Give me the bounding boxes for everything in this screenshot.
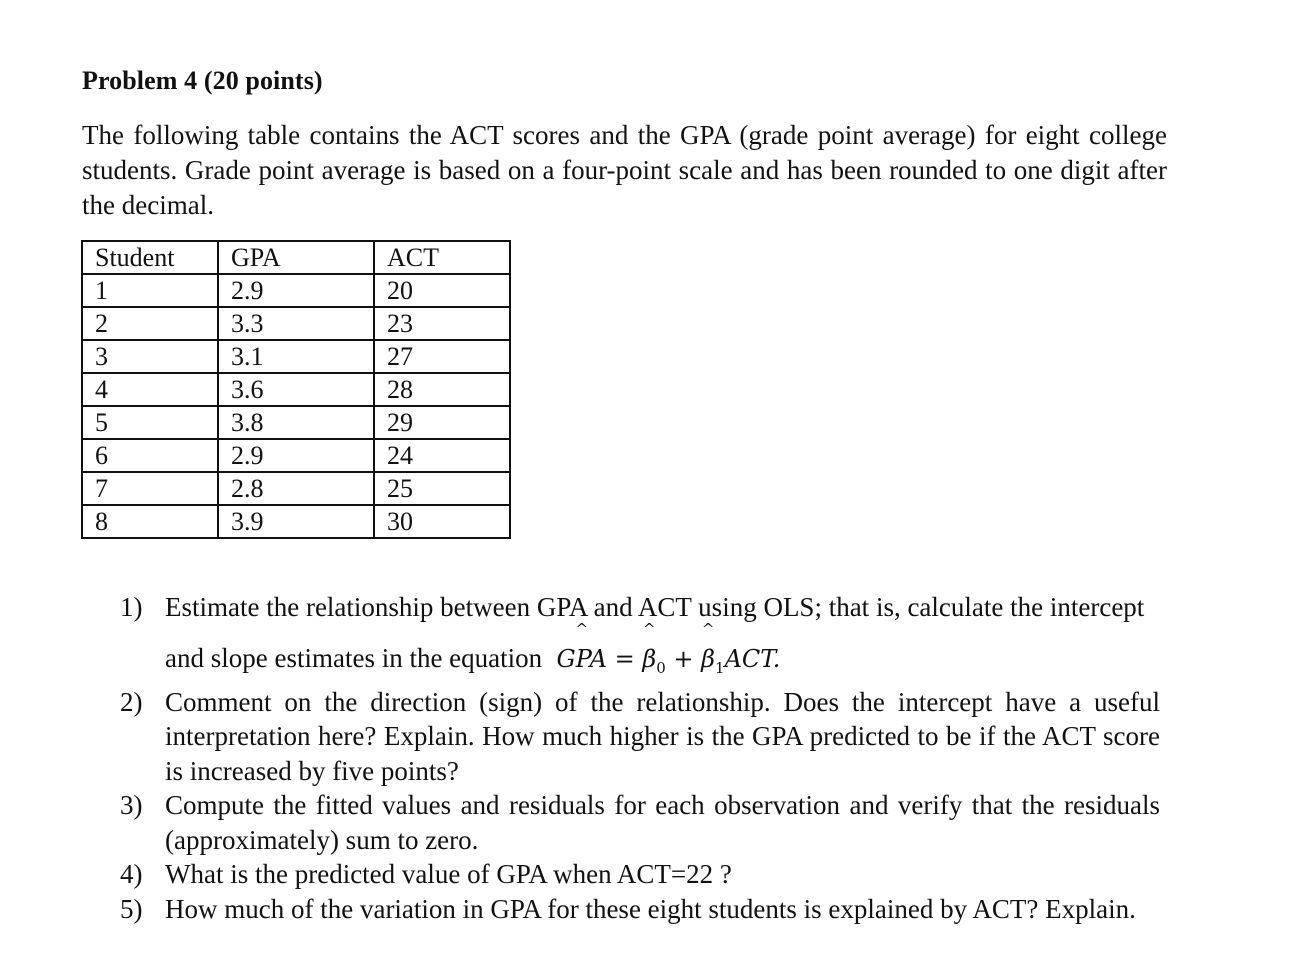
hat-accent: ^ (643, 619, 656, 638)
question-text: Estimate the relationship between GPA and ACT using OLS; that is, calculate the intercept (165, 592, 1145, 622)
question-continuation (165, 619, 1160, 685)
table-cell: 2.8 (218, 472, 374, 505)
beta0-symbol: β (642, 644, 657, 673)
table-row (82, 307, 510, 340)
table-cell: 23 (374, 307, 510, 340)
table-row (82, 373, 510, 406)
table-row (82, 340, 510, 373)
table-cell: 28 (374, 373, 510, 406)
equation-period: . (772, 644, 781, 673)
table-row (82, 505, 510, 538)
table-cell: 5 (82, 406, 218, 439)
column-header: Student (82, 241, 218, 274)
question-text: How much of the variation in GPA for these eight students is explained by ACT? Explain. (165, 893, 1136, 924)
question-text: What is the predicted value of GPA when ACT=22 ? (165, 859, 732, 890)
table-cell: 3.6 (218, 373, 374, 406)
data-table (81, 240, 511, 539)
beta0-hat (642, 619, 657, 677)
table-row (82, 472, 510, 505)
question-item (120, 788, 1160, 857)
equation-variable: ACT (724, 644, 773, 673)
table-cell: 3.1 (218, 340, 374, 373)
table-cell: 25 (374, 472, 510, 505)
table-cell: 2.9 (218, 439, 374, 472)
table-cell: 2.9 (218, 274, 374, 307)
hat-accent: ^ (701, 619, 715, 638)
column-header: GPA (218, 241, 374, 274)
question-item (120, 857, 1160, 892)
equation-lhs: GPA (556, 644, 607, 673)
question-text: Compute the fitted values and residuals for each observation and verify that the residuals (approximately) sum to zero. (165, 790, 1160, 855)
table-cell: 30 (374, 505, 510, 538)
ols-equation (549, 619, 781, 677)
table-cell: 3.8 (218, 406, 374, 439)
equation-plus: + (665, 644, 702, 673)
question-item (120, 892, 1160, 927)
question-number: 3) (120, 790, 143, 821)
table-cell: 3 (82, 340, 218, 373)
table-header-row (82, 241, 510, 274)
question-number: 5) (120, 893, 143, 924)
question-text: Comment on the direction (sign) of the relationship. Does the intercept have a useful interpretation here? Explain. How much higher is the GPA predicted to be if the ACT score is increased by five points? (165, 686, 1160, 786)
table-cell: 3.9 (218, 505, 374, 538)
problem-title: Problem 4 (20 points) (82, 66, 323, 95)
table-cell: 8 (82, 505, 218, 538)
gpa-hat (556, 619, 607, 677)
table-cell: 6 (82, 439, 218, 472)
beta0-subscript: 0 (656, 658, 666, 677)
table-cell: 1 (82, 274, 218, 307)
column-header: ACT (374, 241, 510, 274)
table-cell: 20 (374, 274, 510, 307)
beta1-symbol: β (701, 644, 716, 673)
table-cell: 3.3 (218, 307, 374, 340)
table-cell: 27 (374, 340, 510, 373)
table-cell: 29 (374, 406, 510, 439)
question-number: 2) (120, 686, 143, 717)
table-row (82, 406, 510, 439)
table-row (82, 274, 510, 307)
question-text-2: and slope estimates in the equation (165, 642, 543, 673)
beta1-hat (701, 619, 716, 677)
question-number: 4) (120, 859, 143, 890)
question-item (120, 685, 1160, 789)
problem-intro: The following table contains the ACT scores and the GPA (grade point average) for eight college students. Grade point average is based on a four-point scale and has been rounded to one digit after the decimal. (82, 120, 1167, 220)
table-row (82, 439, 510, 472)
table-cell: 24 (374, 439, 510, 472)
equation-equals: = (607, 644, 643, 673)
beta1-subscript: 1 (715, 658, 725, 677)
table-cell: 4 (82, 373, 218, 406)
hat-accent: ^ (575, 619, 589, 638)
table-cell: 7 (82, 472, 218, 505)
table-cell: 2 (82, 307, 218, 340)
question-number: 1) (120, 592, 143, 622)
question-list (120, 590, 1160, 926)
question-item (120, 590, 1160, 685)
